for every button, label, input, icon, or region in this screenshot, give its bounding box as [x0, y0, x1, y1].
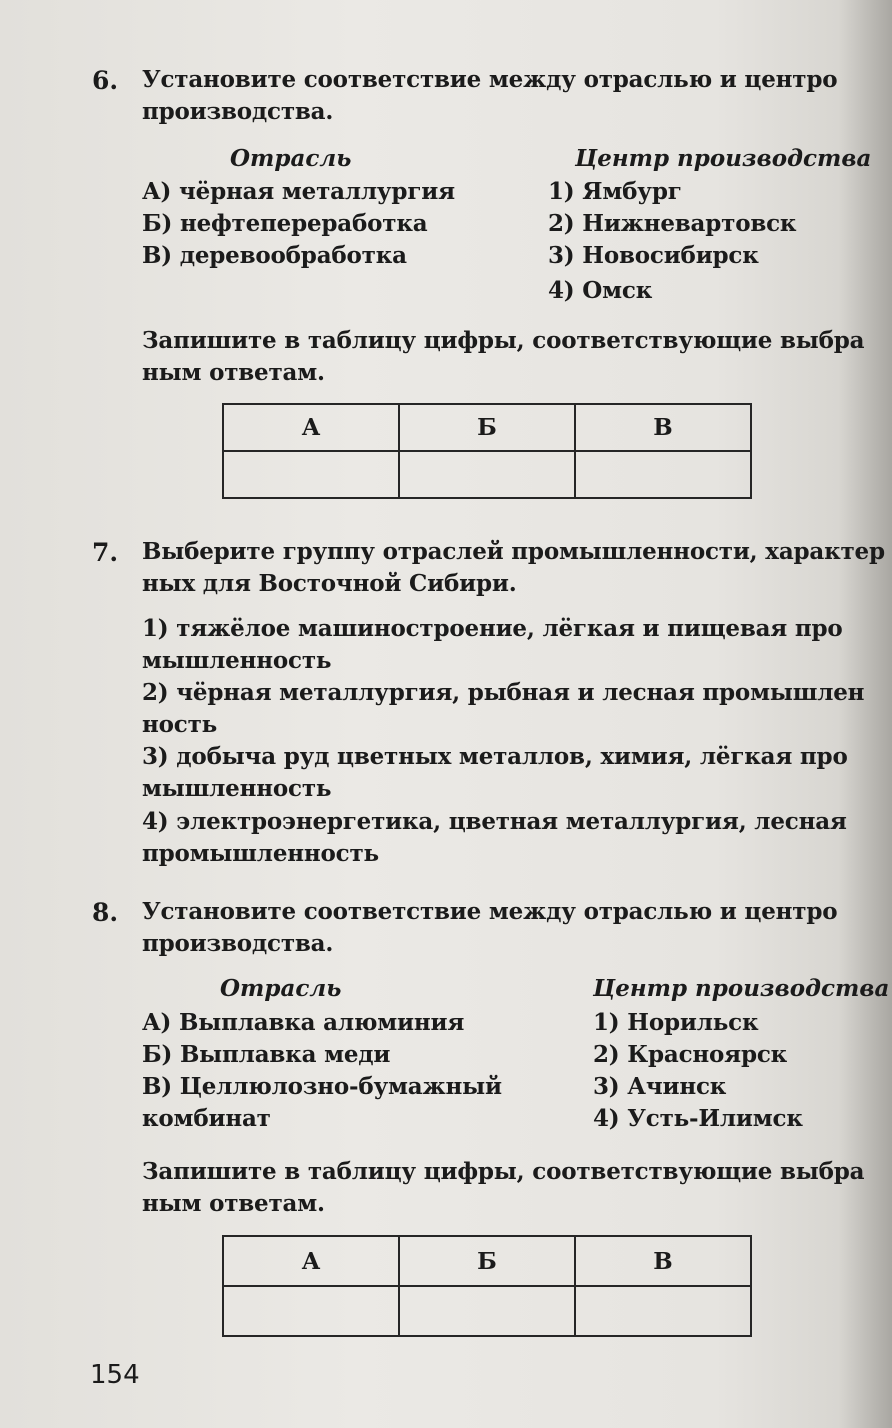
q8-text-line2: производства. — [142, 930, 334, 957]
q7-text-line2: ных для Восточной Сибири. — [142, 570, 517, 597]
q6-table-header-v: В — [575, 404, 751, 451]
q6-right-heading: Центр производства — [575, 145, 872, 172]
q7-option-1-line2: мышленность — [142, 647, 332, 674]
q8-left-heading: Отрасль — [220, 975, 342, 1002]
q8-table-header-v: В — [575, 1236, 751, 1286]
q7-option-3-line1: 3) добыча руд цветных металлов, химия, лёгкая про — [142, 743, 848, 770]
q8-right-item: 4) Усть-Илимск — [593, 1105, 803, 1132]
q6-left-heading: Отрасль — [230, 145, 352, 172]
q8-answer-table — [222, 1235, 752, 1337]
q7-option-4-line1: 4) электроэнергетика, цветная металлургия, лесная — [142, 808, 847, 835]
q8-right-heading: Центр производства — [593, 975, 890, 1002]
q6-right-item: 3) Новосибирск — [548, 242, 759, 269]
q7-option-4-line2: промышленность — [142, 840, 379, 867]
q8-right-item: 3) Ачинск — [593, 1073, 727, 1100]
q6-right-item: 1) Ямбург — [548, 178, 682, 205]
q6-right-item: 2) Нижневартовск — [548, 210, 797, 237]
q6-answer-cell-v[interactable] — [575, 451, 751, 498]
q6-table-header-b: Б — [399, 404, 575, 451]
q6-left-item: В) деревообработка — [142, 242, 407, 269]
q6-left-item: Б) нефтепереработка — [142, 210, 428, 237]
q6-text-line2: производства. — [142, 98, 334, 125]
q8-answer-cell-b[interactable] — [399, 1286, 575, 1336]
q7-option-1-line1: 1) тяжёлое машиностроение, лёгкая и пищевая про — [142, 615, 843, 642]
q6-instruction-line2: ным ответам. — [142, 359, 325, 386]
q8-instruction-line1: Запишите в таблицу цифры, соответствующие выбра — [142, 1158, 865, 1185]
q8-left-item: комбинат — [142, 1105, 271, 1132]
q6-instruction-line1: Запишите в таблицу цифры, соответствующие выбра — [142, 327, 865, 354]
q8-instruction-line2: ным ответам. — [142, 1190, 325, 1217]
q8-answer-cell-v[interactable] — [575, 1286, 751, 1336]
q6-answer-table — [222, 403, 752, 499]
q8-number: 8. — [92, 898, 119, 927]
q6-answer-cell-a[interactable] — [223, 451, 399, 498]
q6-text-line1: Установите соответствие между отраслью и центро — [142, 66, 838, 93]
q8-right-item: 1) Норильск — [593, 1009, 759, 1036]
q6-right-item: 4) Омск — [548, 277, 653, 304]
q8-right-item: 2) Красноярск — [593, 1041, 788, 1068]
q8-left-item: В) Целлюлозно-бумажный — [142, 1073, 502, 1100]
q6-table-header-a: А — [223, 404, 399, 451]
q8-table-header-a: А — [223, 1236, 399, 1286]
q6-left-item: А) чёрная металлургия — [142, 178, 455, 205]
q8-left-item: А) Выплавка алюминия — [142, 1009, 465, 1036]
page-number: 154 — [90, 1360, 140, 1390]
q7-text-line1: Выберите группу отраслей промышленности, характер — [142, 538, 885, 565]
q8-answer-cell-a[interactable] — [223, 1286, 399, 1336]
q8-text-line1: Установите соответствие между отраслью и центро — [142, 898, 838, 925]
q8-table-header-b: Б — [399, 1236, 575, 1286]
q6-answer-cell-b[interactable] — [399, 451, 575, 498]
q7-option-3-line2: мышленность — [142, 775, 332, 802]
q6-number: 6. — [92, 66, 119, 95]
q7-number: 7. — [92, 538, 119, 567]
q7-option-2-line2: ность — [142, 711, 218, 738]
q7-option-2-line1: 2) чёрная металлургия, рыбная и лесная промышлен — [142, 679, 865, 706]
q8-left-item: Б) Выплавка меди — [142, 1041, 391, 1068]
